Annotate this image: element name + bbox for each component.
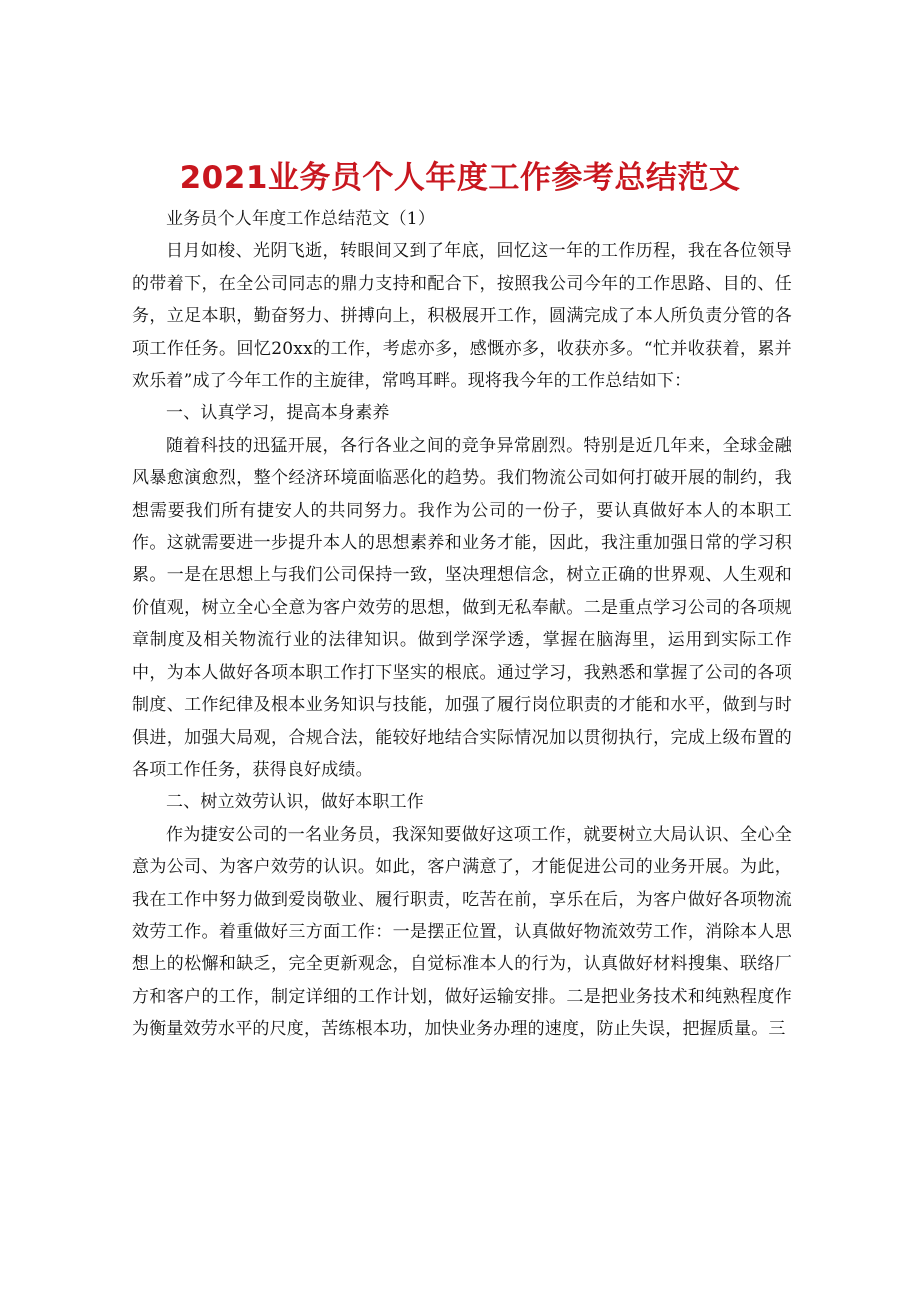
section-heading-1: 一、认真学习，提高本身素养 bbox=[166, 403, 390, 424]
paragraph-intro: 日月如梭、光阴飞逝，转眼间又到了年底，回忆这一年的工作历程，我在各位领导的带着下，在全公司同志的鼎力支持和配合下，按照我公司今年的工作思路、目的、任务，立足本职，勤奋努力、拼搏向上，积极展开工作，圆满完成了本人所负责分管的各项工作任务。回忆20xx的工作，考虑亦多，感慨亦多，收获亦多。“忙并收获着，累并欢乐着”成了今年工作的主旋律，常鸣耳畔。现将我今年的工作总结如下： bbox=[132, 241, 792, 392]
paragraph-service: 作为捷安公司的一名业务员，我深知要做好这项工作，就要树立大局认识、全心全意为公司、为客户效劳的认识。如此，客户满意了，才能促进公司的业务开展。为此，我在工作中努力做到爱岗敬业、履行职责，吃苦在前，享乐在后，为客户做好各项物流效劳工作。着重做好三方面工作：一是摆正位置，认真做好物流效劳工作，消除本人思想上的松懈和缺乏，完全更新观念，自觉标准本人的行为，认真做好材料搜集、联络厂方和客户的工作，制定详细的工作计划，做好运输安排。二是把业务技术和纯熟程度作为衡量效劳水平的尺度，苦练根本功，加快业务办理的速度，防止失误，把握质量。三 bbox=[132, 824, 792, 1040]
document-title: 2021业务员个人年度工作参考总结范文 bbox=[179, 160, 741, 196]
section-subtitle: 业务员个人年度工作总结范文（1） bbox=[166, 209, 436, 229]
paragraph-study: 随着科技的迅猛开展，各行各业之间的竞争异常剧烈。特别是近几年来，全球金融风暴愈演愈烈，整个经济环境面临恶化的趋势。我们物流公司如何打破开展的制约，我想需要我们所有捷安人的共同努力。我作为公司的一份子，要认真做好本人的本职工作。这就需要进一步提升本人的思想素养和业务才能，因此，我注重加强日常的学习积累。一是在思想上与我们公司保持一致，坚决理想信念，树立正确的世界观、人生观和价值观，树立全心全意为客户效劳的思想，做到无私奉献。二是重点学习公司的各项规章制度及相关物流行业的法律知识。做到学深学透，掌握在脑海里，运用到实际工作中，为本人做好各项本职工作打下坚实的根底。通过学习，我熟悉和掌握了公司的各项制度、工作纪律及根本业务知识与技能，加强了履行岗位职责的才能和水平，做到与时俱进，加强大局观，合规合法，能较好地结合实际情况加以贯彻执行，完成上级布置的各项工作任务，获得良好成绩。 bbox=[132, 435, 792, 780]
section-heading-2: 二、树立效劳认识，做好本职工作 bbox=[166, 792, 424, 813]
document-body bbox=[132, 203, 792, 1046]
